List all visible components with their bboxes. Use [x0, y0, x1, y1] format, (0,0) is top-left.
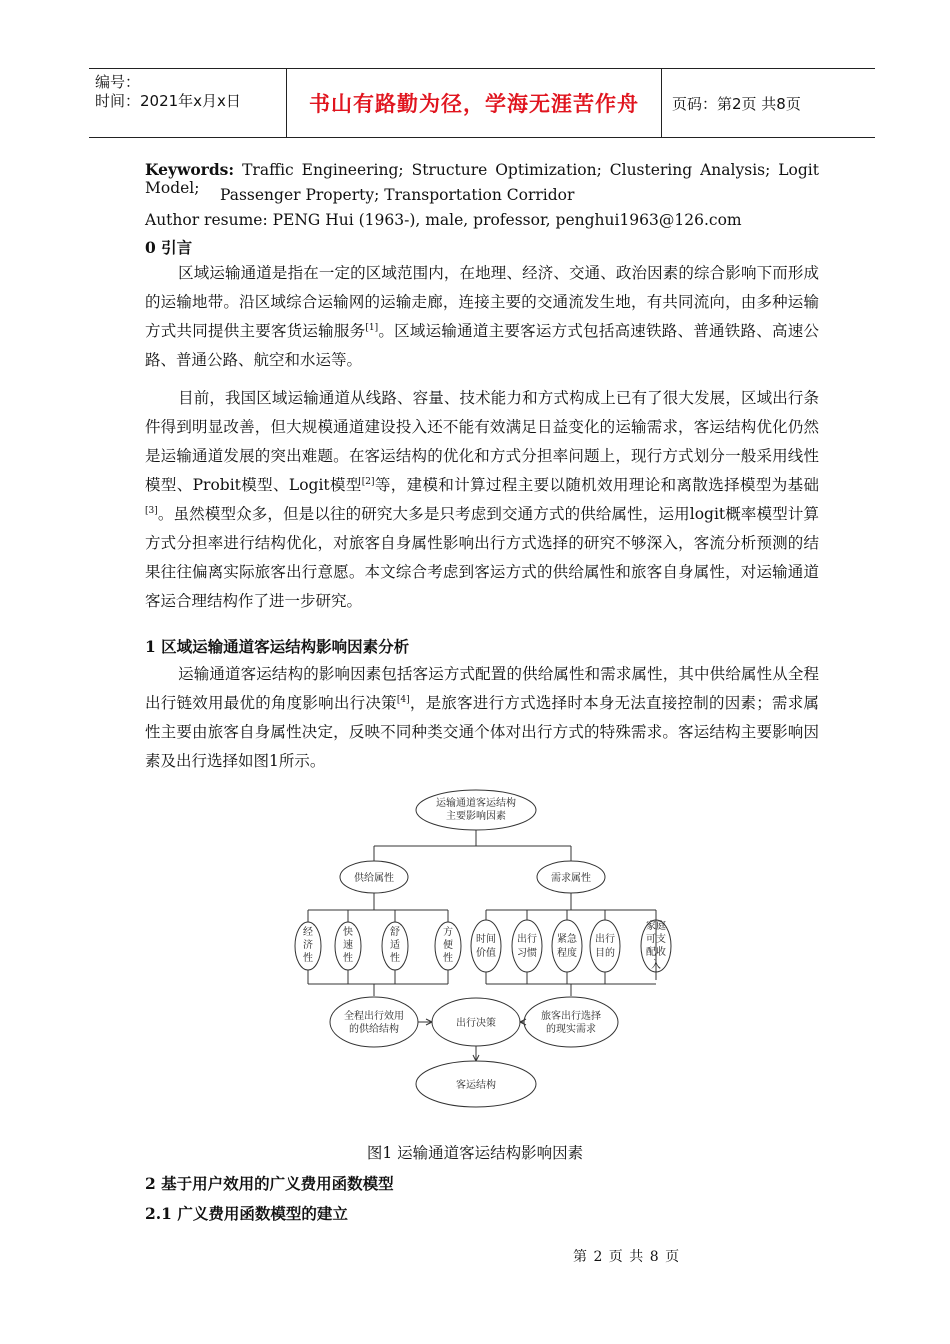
section-0-paragraph-1 [145, 259, 819, 375]
diagram-chain-line1: 全程出行效用 [344, 1011, 404, 1022]
supply-item-char: 性 [390, 953, 400, 964]
supply-item-char: 性 [343, 953, 353, 964]
demand-items [476, 919, 666, 971]
citation-1: [1] [365, 322, 379, 333]
supply-item-char: 方 [443, 927, 453, 938]
diagram-top-line2: 主要影响因素 [446, 811, 506, 822]
demand-item-line: 时间 [476, 934, 496, 945]
section-0-heading: 0 引言 [145, 238, 193, 257]
supply-items [303, 925, 453, 964]
author-resume: Author resume: PENG Hui (1963-), male, professor, penghui1963@126.com [145, 211, 742, 229]
header-motto: 书山有路勤为径，学海无涯苦作舟 [287, 69, 662, 137]
s1p1-a: 运输通道客运结构的影响因素包括客运方式配置的供给属性和需求属性，其中供给属性从全程出行链效用最优的角度影响出行决策 [145, 665, 819, 712]
demand-item-line: 家庭 [646, 921, 666, 932]
keywords-line2: Passenger Property; Transportation Corridor [220, 186, 575, 204]
diagram-top-line1: 运输通道客运结构 [436, 798, 516, 809]
supply-item-char: 性 [303, 953, 313, 964]
demand-item-line: 目的 [595, 948, 615, 959]
diagram-need-line2: 的现实需求 [546, 1024, 596, 1035]
figure-caption: 图1 运输通道客运结构影响因素 [366, 1144, 584, 1162]
demand-item-line: 出行 [517, 934, 537, 945]
supply-item-char: 快 [343, 927, 353, 938]
s0p2-b: 等，建模和计算过程主要以随机效用理论和离散选择模型为基础 [374, 476, 819, 494]
demand-item-line: 配收 [646, 947, 666, 958]
diagram-result: 客运结构 [456, 1080, 496, 1091]
keywords-text-1: Traffic Engineering; Structure Optimization; Clustering Analysis; Logit Model; [145, 161, 819, 197]
supply-item-char: 速 [343, 940, 353, 951]
s0p2-a: 目前，我国区域运输通道从线路、容量、技术能力和方式构成上已有了很大发展，区域出行条件得到明显改善，但大规模通道建设投入还不能有效满足日益变化的运输需求，客运结构优化仍然是运输通道发展的突出难题。在客运结构的优化和方式分担率问题上，现行方式划分一般采用线性模型、Probit模型、Logit模型 [145, 389, 819, 494]
diagram-supply: 供给属性 [354, 873, 394, 884]
s0p1-b: 。区域运输通道主要客运方式包括高速铁路、普通铁路、高速公路、普通公路、航空和水运等。 [145, 322, 819, 369]
supply-item-char: 便 [443, 940, 453, 951]
supply-item-char: 济 [303, 940, 313, 951]
supply-item-char: 性 [443, 953, 453, 964]
page-header [89, 68, 875, 138]
time-label: 时间：2021年x月x日 [95, 92, 241, 110]
diagram-chain-line2: 的供给结构 [349, 1024, 399, 1035]
supply-item-char: 适 [390, 940, 400, 951]
demand-item-line: 出行 [595, 934, 615, 945]
diagram-demand: 需求属性 [551, 873, 591, 884]
diagram-decision: 出行决策 [456, 1018, 496, 1029]
demand-item-line: 习惯 [517, 948, 537, 959]
supply-item-char: 经 [303, 927, 313, 938]
s0p2-c: 。虽然模型众多，但是以往的研究大多是只考虑到交通方式的供给属性，运用logit概率模型计算方式分担率进行结构优化，对旅客自身属性影响出行方式选择的研究不够深入，客流分析预测的结果往往偏离实际旅客出行意愿。本文综合考虑到客运方式的供给属性和旅客自身属性，对运输通道客运合理结构作了进一步研究。 [145, 505, 819, 610]
supply-item-char: 舒 [390, 927, 400, 938]
s1p1-b: ，是旅客进行方式选择时本身无法直接控制的因素；需求属性主要由旅客自身属性决定，反映不同种类交通个体对出行方式的特殊需求。客运结构主要影响因素及出行选择如图1所示。 [145, 694, 819, 770]
citation-2: [2] [361, 476, 375, 487]
header-meta [89, 69, 287, 137]
top-node-shape [416, 790, 536, 830]
s0p1-a: 区域运输通道是指在一定的区域范围内，在地理、经济、交通、政治因素的综合影响下而形成的运输地带。沿区域综合运输网的运输走廊，连接主要的交通流发生地，有共同流向，由多种运输方式共同提供主要客货运输服务 [145, 264, 819, 340]
section-1-paragraph-1 [145, 660, 819, 776]
keywords-label: Keywords: [145, 160, 235, 179]
section-1-heading: 1 区域运输通道客运结构影响因素分析 [145, 637, 410, 656]
section-2-heading: 2 基于用户效用的广义费用函数模型 [145, 1174, 394, 1193]
page-footer: 第 2 页 共 8 页 [573, 1249, 681, 1265]
header-page-label: 页码：第2页 共8页 [672, 94, 801, 113]
demand-item-line: 程度 [557, 948, 577, 959]
citation-3: [3] [145, 505, 158, 516]
demand-item-line: 入 [651, 960, 661, 971]
demand-item-line: 紧急 [557, 934, 577, 945]
demand-item-line: 可支 [646, 934, 666, 945]
diagram-need-line1: 旅客出行选择 [541, 1011, 601, 1022]
citation-4: [4] [396, 694, 410, 705]
section-0-paragraph-2 [145, 384, 819, 616]
demand-item-line: 价值 [476, 948, 496, 959]
influence-factors-diagram [290, 788, 666, 1112]
code-label: 编号： [95, 73, 141, 91]
section-2-1-heading: 2.1 广义费用函数模型的建立 [145, 1204, 348, 1223]
